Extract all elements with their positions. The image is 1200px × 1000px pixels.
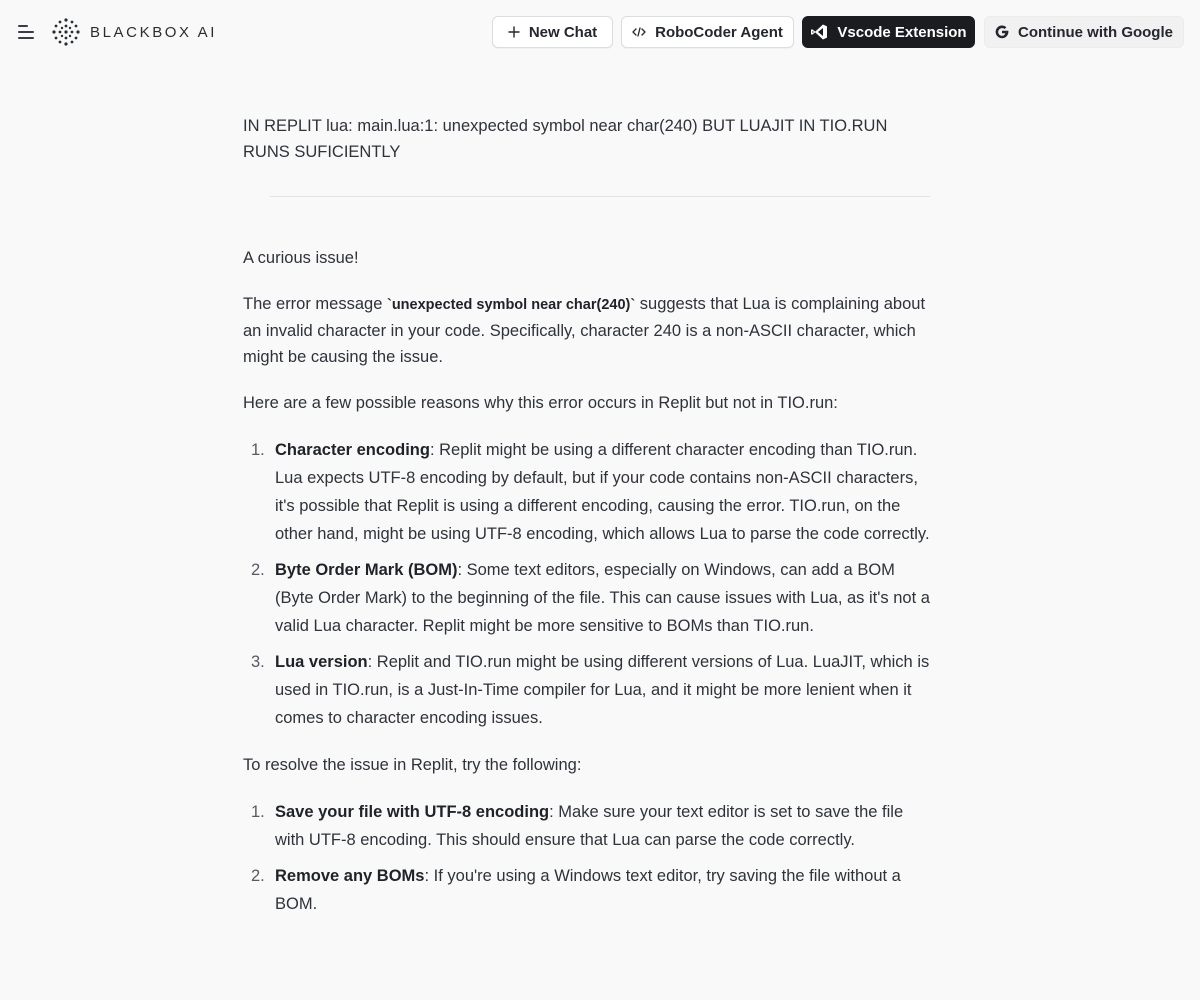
vscode-extension-button[interactable] [802, 16, 975, 48]
top-bar [0, 0, 1200, 64]
steps-list [243, 798, 933, 918]
plus-icon [508, 26, 520, 38]
reasons-intro: Here are a few possible reasons why this error occurs in Replit but not in TIO.run: [243, 394, 838, 412]
user-message-text: IN REPLIT lua: main.lua:1: unexpected symbol near char(240) BUT LUAJIT IN TIO.RUN RUNS SUFICIENTLY [243, 117, 888, 161]
list-item [243, 862, 933, 918]
list-number: 2. [251, 561, 265, 579]
message-divider [270, 196, 930, 197]
vscode-icon [810, 23, 828, 41]
blackbox-logo-icon [51, 17, 81, 47]
list-number: 2. [251, 867, 265, 885]
vscode-label: Vscode Extension [837, 23, 967, 41]
list-item-text: : Replit might be using a different character encoding than TIO.run. Lua expects UTF-8 encoding by default, but if your code contains non-ASCII characters, it's possible that Replit is using a different encoding, causing the error. TIO.run, on the other hand, might be using UTF-8 encoding, which allows Lua to parse the code correctly. [275, 441, 930, 543]
menu-icon[interactable] [16, 22, 36, 42]
paragraph-text: suggests that Lua is complaining about an invalid character in your code. Specifically, character 240 is a non-ASCII character, which might be causing the issue. [243, 295, 926, 366]
assistant-answer [243, 245, 933, 938]
new-chat-button[interactable] [492, 16, 613, 48]
paragraph-text: The error message [243, 295, 387, 313]
list-item-text: : Replit and TIO.run might be using different versions of Lua. LuaJIT, which is used in TIO.run, is a Just-In-Time compiler for Lua, and it might be more lenient when it comes to character encoding issues. [275, 653, 930, 727]
list-item-title: Lua version [275, 653, 368, 671]
google-icon [995, 25, 1009, 39]
list-item-title: Character encoding [275, 441, 430, 459]
brand-name: BLACKBOX AI [90, 23, 217, 41]
list-item [243, 556, 933, 640]
google-label: Continue with Google [1018, 23, 1173, 41]
list-item [243, 648, 933, 732]
list-number: 1. [251, 803, 265, 821]
robocoder-agent-button[interactable] [621, 16, 794, 48]
list-number: 1. [251, 441, 265, 459]
continue-with-google-button[interactable] [984, 16, 1184, 48]
list-item-title: Save your file with UTF-8 encoding [275, 803, 550, 821]
list-item-text: : Some text editors, especially on Windows, can add a BOM (Byte Order Mark) to the beginning of the file. This can cause issues with Lua, as it's not a valid Lua character. Replit might be more sensitive to BOMs than TIO.run. [275, 561, 930, 635]
list-item-title: Remove any BOMs [275, 867, 425, 885]
code-icon [632, 26, 646, 38]
list-item-text: : If you're using a Windows text editor, try saving the file without a BOM. [275, 867, 901, 913]
new-chat-label: New Chat [528, 23, 598, 41]
list-item [243, 436, 933, 548]
answer-intro: A curious issue! [243, 249, 359, 267]
list-item-text: : Make sure your text editor is set to save the file with UTF-8 encoding. This should ensure that Lua can parse the code correctly. [275, 803, 904, 849]
reasons-list [243, 436, 933, 732]
robocoder-label: RoboCoder Agent [655, 23, 783, 41]
resolve-intro: To resolve the issue in Replit, try the following: [243, 756, 582, 774]
brand-logo[interactable] [51, 17, 217, 47]
list-number: 3. [251, 653, 265, 671]
list-item-title: Byte Order Mark (BOM) [275, 561, 458, 579]
inline-code: `unexpected symbol near char(240)` [386, 297, 636, 313]
user-message [243, 113, 933, 165]
answer-paragraph [243, 291, 933, 370]
list-item [243, 798, 933, 854]
